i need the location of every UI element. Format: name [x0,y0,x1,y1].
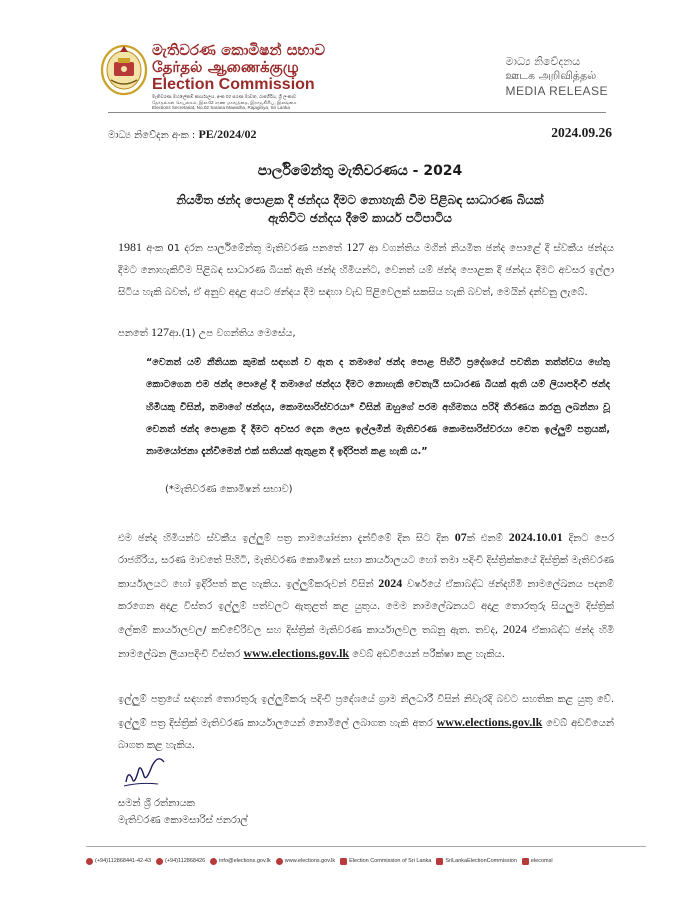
footer-phone[interactable] [86,858,151,865]
p3-text-b: ක් එනම් [466,533,509,544]
footer-email-text: info@elections.gov.lk [219,858,271,864]
org-name-sinhala: මැතිවරණ කොමිෂන් සභාව [152,41,326,59]
paragraph-section-text-b: ආ.(1) උප වගන්තිය මෙසේය, [169,328,296,339]
footer-handle-text: elecomsl [530,858,553,864]
section-number: 127 [346,240,365,254]
youtube-icon [522,858,529,865]
release-date: 2024.09.26 [551,125,612,140]
media-release-english: MEDIA RELEASE [505,84,608,98]
footer-facebook-text: Election Commission of Sri Lanka [349,858,432,864]
elections-website-download-link[interactable]: www.elections.gov.lk [436,715,543,729]
p4-text-b: වෙබ් අඩවියෙන් බාගත කළ හැකිය. [118,718,615,751]
subsection-number: 127 [151,325,169,339]
footer-fax[interactable] [156,858,205,865]
org-name-english: Election Commission [152,76,315,93]
media-release-sinhala: මාධ්‍ය නිවේදනය [505,55,581,68]
paragraph-section-intro [118,321,614,345]
paragraph-intro-text-b: ආ වගන්තිය මගින් නියමිත ඡන්ද පොළේ දී ස්වකීය ඡන්දය දීමට නොහැකිවීම පිළිබඳ සාධාරණ බියක් ඇති ඡන්ද හිමියන්ට, වෙනත් යම් ඡන්ද පොළක දී ඡන්දය දීමට අවසර ඉල්ලා සිටිය හැකි බවත්, ඒ අනුව අදාළ අයට ඡන්දය දීම සඳහා වැඩ පිළිවෙලක් සකසිය හැකි බවත්, මෙයින් දන්වනු ලැබේ. [118,243,615,298]
paragraph-intro [118,236,614,304]
footer-youtube[interactable] [522,858,553,865]
p3-text-a: එම ඡන්ද හිමියන්ට ස්වකීය ඉල්ලුම් පත්‍ර නාමයෝජනා දැන්වීමේ දින සිට දින [118,533,455,544]
quoted-provision: “වෙනත් යම් නීතියක කුමක් සඳහන් ව ඇත ද තමාගේ ඡන්ද පොළ පිහිටි ප්‍රදේශයේ පවතින තත්ත්වය හේතු කොටගෙන එම ඡන්ද පොළේ දී තමාගේ ඡන්දය දීමට නොහැකි වෙතැයි සාධාරණ බියක් ඇති යම් ලියාපදිංචි ඡන්ද හිමියකු විසින්, තමාගේ ඡන්දය, කොමසාරිස්වරයා* විසින් ඔහුගේ පරම අභිමතය පරිදි තීරණය කරනු ලබන්නා වූ වෙනත් ඡන්ද පොළක දී දීමට අවසර දෙන ලෙස ඉල්ලමින් මැතිවරණ කොමසාරිස්වරයා වෙත ඉල්ලුම් පත්‍රයක්, නාමයෝජනා දැන්වීමෙන් එක් සතියක් ඇතුළත දී ඉදිරිපත් කළ හැකි ය.” [146,357,610,458]
footer-facebook[interactable] [340,858,431,865]
media-release-label-block [505,55,608,99]
quote-footnote: (*මැතිවරණ කොමිෂන් සභාව) [165,484,293,495]
reference-number [108,127,256,142]
address-tamil: தேர்தல்கள் செயலகம், இல.02 சரண மாவத்தை, இராஜகிரிய, இலங்கை [152,99,297,105]
footer-web-text: www.elections.gov.lk [284,858,336,864]
fax-icon [156,858,163,865]
signatory-block [118,795,248,829]
p3-year-2: 2024 [503,622,527,636]
facebook-icon [340,858,347,865]
election-commission-seal-icon [99,40,149,96]
footer-twitter-text: SriLankaElectionCommission [445,858,517,864]
p3-text-f: වෙබ් අඩවියෙන් පරීක්ෂා කළ හැකිය. [349,649,505,660]
organization-name-block [152,42,382,111]
footer-web[interactable] [276,858,335,865]
act-year: 1981 [118,240,142,254]
signatory-title: මැතිවරණ කොමසාරිස් ජනරාල් [118,815,248,826]
p3-text-e: ඒකාබද්ධ ඡන්ද හිමි නාමලේඛන ලියාපදිංචි විස්තර [118,625,615,660]
paragraph-certification [118,689,614,757]
paragraph-intro-text-a: අංක 01 දරන පාර්ලිමේන්තු මැතිවරණ පනතේ [142,243,347,254]
header-divider [108,112,606,113]
email-icon [210,858,217,865]
document-subtitle: නියමිත ඡන්ද පොළක දී ඡන්දය දීමට නොහැකි වීම පිළිබඳ සාධාරණ බියක් ඇතිවිට ඡන්දය දීමේ කාර්ය පටිපාටිය [176,193,544,225]
elections-website-link[interactable]: www.elections.gov.lk [243,646,350,660]
reference-code: PE/2024/02 [198,127,257,141]
contact-footer [86,853,646,869]
paragraph-application-deadline [118,526,614,666]
twitter-icon [436,858,443,865]
web-icon [276,858,283,865]
media-release-tamil: ஊடக அறிவித்தல் [505,69,597,82]
signatory-name: සමන් ශ්‍රී රත්නායක [118,798,195,809]
handwritten-signature [118,752,178,792]
footer-divider [86,846,646,847]
footer-phone-text: (+94)112868441-42-43 [95,858,152,864]
p3-text-d: වර්ෂයේ ඒකාබද්ධ ඡන්දහිමි නාමලේඛනය පදනම් කරගෙන අදාළ විස්තර ඉල්ලුම් පත්වලට ඇතුළත් කළ යුතුය. මෙම නාමලේඛනයට අදාළ තොරතුරු සියලුම දිස්ත්‍රික් ලේකම් කාර්යාලවල/ කච්චේරිවල සහ දිස්ත්‍රික් මැතිවරණ කාර්යාලවල තබනු ඇත. තවද, [118,579,614,636]
reference-label: මාධ්‍ය නිවේදන අංක : [108,130,199,141]
address-english: Elections Secretariat, No.02 Sarana Mawatha, Rajagiriya, Sri Lanka [152,105,290,111]
document-title: පාර්ලිමේන්තු මැතිවරණය - 2024 [257,163,463,179]
footer-email[interactable] [210,858,271,865]
reference-row [108,127,612,145]
footer-twitter[interactable] [436,858,517,865]
p3-deadline-date: 2024.10.01 [508,530,563,544]
paragraph-section-text-a: පනතේ [118,328,151,339]
p3-days: 07 [454,530,467,544]
org-name-tamil: தேர்தல் ஆணைக்குழு [152,58,299,76]
p3-year: 2024 [378,576,403,590]
phone-icon [86,858,93,865]
p3-text-c: දිනට පෙර රාජගිරිය, සරණ මාවතේ පිහිටි, මැතිවරණ කොමිෂන් සභා කාර්යාලයට හෝ තමා පදිංචි දිස්ත්‍රික්කයේ දිස්ත්‍රික් මැතිවරණ කාර්යාලයට හෝ ඉදිරිපත් කළ හැකිය. ඉල්ලුම්කරුවන් විසින් [118,533,614,590]
p4-text-a: ඉල්ලුම් පත්‍රයේ සඳහන් තොරතුරු ඉල්ලුම්කරු පදිංචි ප්‍රදේශයේ ග්‍රාම නිලධාරී විසින් නිවැරදි බවට සහතික කළ යුතු වේ. ඉල්ලුම් පත්‍ර දිස්ත්‍රික් මැතිවරණ කාර්යාලයෙන් නොමිලේ ලබාගත හැකි අතර [118,694,614,729]
footer-fax-text: (+94)112868426 [165,858,206,864]
address-sinhala: මැතිවරණ මහලේකම් කාර්යාලය, අංක 02 සරණ මාවත, රාජගිරිය, ශ්‍රී ලංකාව [152,94,297,99]
letterhead [0,0,700,120]
